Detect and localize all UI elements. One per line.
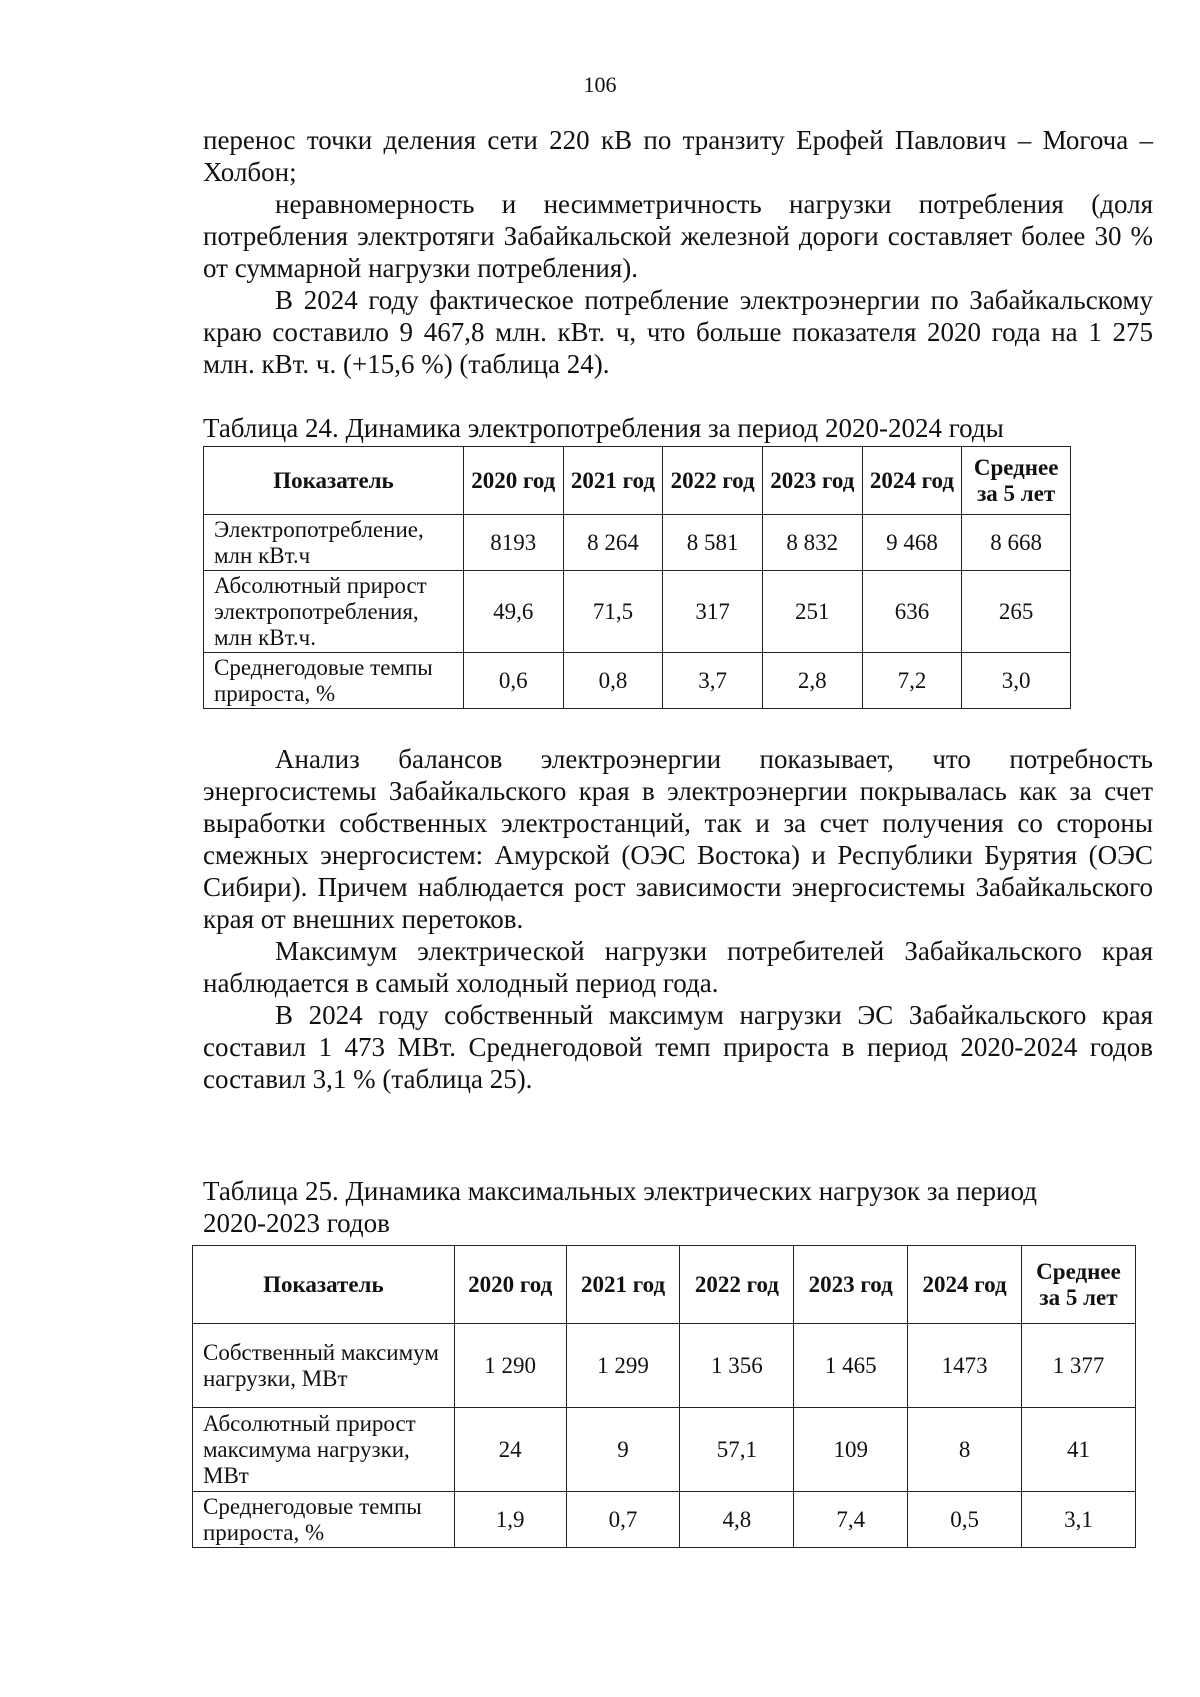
table-row bbox=[193, 1324, 1136, 1408]
table-cell: 9 468 bbox=[862, 515, 962, 571]
table-cell: 317 bbox=[663, 571, 763, 653]
table-cell: 3,7 bbox=[663, 653, 763, 709]
table-row bbox=[193, 1408, 1136, 1492]
table-header-row bbox=[204, 447, 1071, 515]
table-cell: 7,4 bbox=[794, 1492, 908, 1548]
table-cell: 1 356 bbox=[680, 1324, 794, 1408]
header-cell: 2021 год bbox=[563, 447, 663, 515]
page-number: 106 bbox=[583, 72, 617, 97]
header-cell: 2024 год bbox=[862, 447, 962, 515]
table-cell: 1 290 bbox=[454, 1324, 566, 1408]
table-row bbox=[193, 1492, 1136, 1548]
table-cell: 0,6 bbox=[463, 653, 563, 709]
table-cell: 9 bbox=[566, 1408, 680, 1492]
table-cell: 0,7 bbox=[566, 1492, 680, 1548]
table-cell: 0,5 bbox=[908, 1492, 1022, 1548]
table-cell: 109 bbox=[794, 1408, 908, 1492]
header-cell: 2024 год bbox=[908, 1246, 1022, 1324]
table-cell: 3,0 bbox=[962, 653, 1071, 709]
table-cell: 8 668 bbox=[962, 515, 1071, 571]
header-cell: Среднее за 5 лет bbox=[1021, 1246, 1135, 1324]
table-row bbox=[204, 571, 1071, 653]
table-cell: 24 bbox=[454, 1408, 566, 1492]
table-25-caption: Таблица 25. Динамика максимальных электрических нагрузок за период 2020-2023 годов bbox=[203, 1176, 1037, 1238]
table-cell: 8 581 bbox=[663, 515, 763, 571]
table-24-caption: Таблица 24. Динамика электропотребления за период 2020-2024 годы bbox=[203, 413, 1004, 443]
row-label: Электропотребление, млн кВт.ч bbox=[204, 515, 464, 571]
table-cell: 8 264 bbox=[563, 515, 663, 571]
header-cell: Показатель bbox=[204, 447, 464, 515]
table-cell: 0,8 bbox=[563, 653, 663, 709]
header-cell: 2023 год bbox=[794, 1246, 908, 1324]
table-cell: 4,8 bbox=[680, 1492, 794, 1548]
table-cell: 7,2 bbox=[862, 653, 962, 709]
table-row bbox=[204, 515, 1071, 571]
table-cell: 2,8 bbox=[762, 653, 862, 709]
table-cell: 3,1 bbox=[1021, 1492, 1135, 1548]
table-cell: 251 bbox=[762, 571, 862, 653]
header-cell: 2020 год bbox=[463, 447, 563, 515]
table-cell: 1 299 bbox=[566, 1324, 680, 1408]
paragraph-balance-analysis: Анализ балансов электроэнергии показывает, что потребность энергосистемы Забайкальского края в электроэнергии покрывалась как за счет выработки собственных электростанций, так и за счет получения со стороны смежных энергосистем: Амурской (ОЭС Востока) и Республики Бурятия (ОЭС Сибири). Причем наблюдается рост зависимости энергосистемы Забайкальского края от внешних перетоков. bbox=[203, 744, 1153, 934]
header-cell: 2020 год bbox=[454, 1246, 566, 1324]
table-cell: 41 bbox=[1021, 1408, 1135, 1492]
table-cell: 57,1 bbox=[680, 1408, 794, 1492]
table-cell: 636 bbox=[862, 571, 962, 653]
header-cell: Показатель bbox=[193, 1246, 455, 1324]
row-label: Собственный максимум нагрузки, МВт bbox=[193, 1324, 455, 1408]
table-cell: 1 465 bbox=[794, 1324, 908, 1408]
header-cell: 2023 год bbox=[762, 447, 862, 515]
table-cell: 8193 bbox=[463, 515, 563, 571]
header-cell: 2021 год bbox=[566, 1246, 680, 1324]
header-cell: 2022 год bbox=[663, 447, 763, 515]
paragraph-consumption-2024: В 2024 году фактическое потребление электроэнергии по Забайкальскому краю составило 9 467,8 млн. кВт. ч, что больше показателя 2020 года на 1 275 млн. кВт. ч. (+15,6 %) (таблица 24). bbox=[203, 285, 1153, 379]
row-label: Абсолютный прирост электропотребления, млн кВт.ч. bbox=[204, 571, 464, 653]
page-body bbox=[203, 124, 1153, 1548]
table-cell: 8 832 bbox=[762, 515, 862, 571]
table-cell: 8 bbox=[908, 1408, 1022, 1492]
paragraph-transit: перенос точки деления сети 220 кВ по транзиту Ерофей Павлович – Могоча – Холбон; bbox=[203, 125, 1153, 187]
paragraph-load-asymmetry: неравномерность и несимметричность нагрузки потребления (доля потребления электротяги Забайкальской железной дороги составляет более 30 % от суммарной нагрузки потребления). bbox=[203, 189, 1153, 283]
row-label: Среднегодовые темпы прироста, % bbox=[204, 653, 464, 709]
header-cell: 2022 год bbox=[680, 1246, 794, 1324]
table-cell: 265 bbox=[962, 571, 1071, 653]
table-25 bbox=[192, 1245, 1136, 1548]
table-24 bbox=[203, 446, 1071, 709]
row-label: Абсолютный прирост максимума нагрузки, МВт bbox=[193, 1408, 455, 1492]
table-cell: 1,9 bbox=[454, 1492, 566, 1548]
table-cell: 49,6 bbox=[463, 571, 563, 653]
paragraph-max-load-2024: В 2024 году собственный максимум нагрузки ЭС Забайкальского края составил 1 473 МВт. Среднегодовой темп прироста в период 2020-2024 годов составил 3,1 % (таблица 25). bbox=[203, 1000, 1153, 1094]
table-row bbox=[204, 653, 1071, 709]
table-cell: 71,5 bbox=[563, 571, 663, 653]
row-label: Среднегодовые темпы прироста, % bbox=[193, 1492, 455, 1548]
header-cell: Среднее за 5 лет bbox=[962, 447, 1071, 515]
table-cell: 1473 bbox=[908, 1324, 1022, 1408]
table-header-row bbox=[193, 1246, 1136, 1324]
table-cell: 1 377 bbox=[1021, 1324, 1135, 1408]
paragraph-max-load-period: Максимум электрической нагрузки потребителей Забайкальского края наблюдается в самый холодный период года. bbox=[203, 936, 1153, 998]
